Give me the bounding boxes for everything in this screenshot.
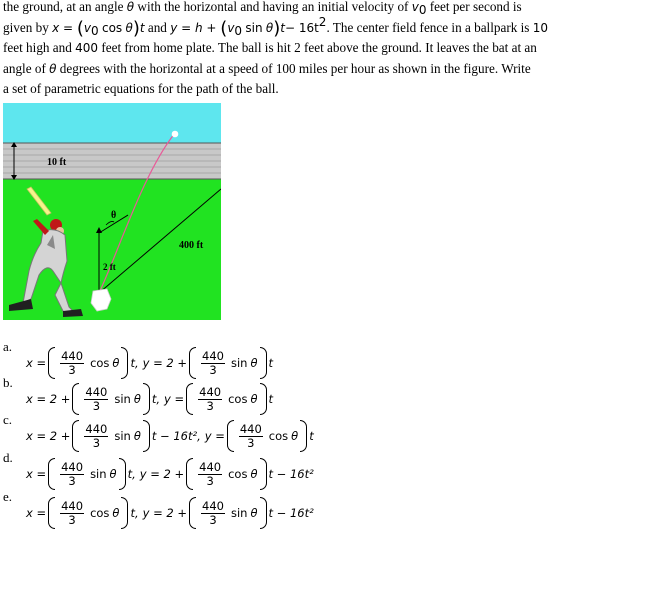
y-fraction [201, 500, 225, 527]
x-tail: t − 16t², [151, 429, 201, 443]
problem-line-2: given by $x = (v_0$ cos θ)t and $y = h + (v_0$ $\sin \theta)t- 16t^2$. The center field fence in a ballpark is 10 [3, 14, 548, 39]
x-numerator: 440 [85, 384, 108, 399]
t-var: t [280, 20, 285, 35]
y-lhs: y = [204, 429, 225, 443]
cos-fn: cos [101, 20, 123, 35]
y-fraction [201, 350, 225, 377]
y-denominator: 3 [247, 435, 255, 450]
text: given by [3, 19, 49, 35]
theta-symbol: θ [250, 392, 258, 406]
y-numerator: 440 [202, 348, 224, 363]
y-numerator: 440 [202, 498, 224, 513]
t-var: t [139, 20, 145, 35]
y-denominator: 3 [206, 398, 214, 413]
y-tail: t [268, 392, 274, 406]
text: . The center field fence in a ballpark is [326, 19, 530, 35]
x-tail: t, [130, 506, 139, 520]
y-numerator: 440 [199, 384, 222, 399]
ballpark-illustration [3, 103, 221, 320]
choice-letter: c. [3, 412, 13, 427]
text: feet high and [3, 40, 72, 55]
theta-symbol: θ [291, 429, 299, 443]
x-equation: x = [52, 20, 77, 35]
value-400: 400 [75, 41, 99, 55]
y-fraction [239, 423, 263, 450]
subscript-zero: 0 [234, 23, 243, 38]
v-symbol: v [227, 20, 235, 35]
x-tail: t, [151, 392, 161, 406]
x-paren-group [48, 495, 128, 531]
theta-symbol: θ [112, 506, 120, 520]
theta-symbol: θ [250, 356, 258, 370]
y-trig-fn: cos [228, 392, 248, 406]
y-tail: t − 16t² [268, 467, 314, 481]
problem-statement [3, 0, 651, 99]
distance-label: 400 ft [179, 240, 204, 251]
theta-symbol: θ [126, 0, 135, 14]
x-fraction [60, 500, 84, 527]
x-tail: t, [130, 356, 139, 370]
theta-symbol: θ [49, 61, 57, 76]
y-trig-fn: cos [268, 429, 289, 443]
theta-symbol: θ [112, 356, 120, 370]
y-lhs: y = 2 + [139, 467, 185, 481]
x-lhs: x = 2 + [26, 392, 71, 406]
y-tail: t [309, 429, 314, 443]
y-paren-group [186, 381, 266, 417]
x-lhs: x = [26, 506, 47, 520]
theta-symbol: θ [133, 392, 141, 406]
text: and [147, 19, 167, 35]
y-lhs: y = 2 + [142, 356, 188, 370]
theta-symbol: θ [250, 467, 258, 481]
value-10: 10 [532, 20, 548, 35]
text: the ground, at an angle [3, 0, 124, 14]
x-tail: t, [127, 467, 136, 481]
x-lhs: x = [26, 356, 47, 370]
y-equation: y = h + [170, 20, 221, 35]
choice-letter: e. [3, 489, 13, 504]
superscript-two: 2 [318, 14, 327, 29]
x-paren-group [72, 381, 149, 417]
choice-letter: b. [3, 375, 13, 390]
text: feet per second is [429, 0, 522, 14]
x-paren-group [48, 456, 125, 492]
y-paren-group [227, 418, 307, 454]
choice-letter: d. [3, 450, 13, 465]
theta-symbol: θ [133, 429, 141, 443]
minus-16t: − 16t [284, 20, 319, 35]
x-numerator: 440 [61, 348, 84, 363]
x-trig-fn: sin [90, 467, 107, 481]
text: with the horizontal and having an initial velocity of [137, 0, 409, 14]
problem-line-3 [3, 38, 651, 59]
x-trig-fn: sin [114, 392, 131, 406]
problem-line-5: a set of parametric equations for the path of the ball. [3, 81, 279, 96]
y-trig-fn: sin [230, 506, 248, 520]
x-trig-fn: sin [114, 429, 131, 443]
subscript-zero: 0 [418, 3, 427, 17]
theta-symbol: θ [109, 467, 117, 481]
y-paren-group [189, 495, 266, 531]
x-fraction [84, 386, 108, 413]
theta-symbol: θ [265, 20, 274, 35]
y-paren-group [186, 456, 266, 492]
ballpark-figure [3, 103, 221, 320]
x-denominator: 3 [92, 435, 101, 450]
theta-symbol: θ [125, 20, 133, 35]
y-trig-fn: cos [228, 467, 248, 481]
x-denominator: 3 [68, 473, 76, 488]
text: angle of [3, 60, 46, 76]
y-numerator: 440 [199, 459, 222, 474]
x-lhs: x = 2 + [26, 429, 71, 443]
x-denominator: 3 [92, 398, 101, 413]
v-symbol: v [83, 20, 92, 35]
sky [3, 103, 221, 143]
sin-fn: sin [245, 20, 263, 35]
answer-choice-e[interactable] [3, 490, 643, 536]
v-symbol: v [411, 0, 419, 14]
choice-letter: a. [3, 339, 13, 354]
height-label: 2 ft [103, 262, 116, 272]
x-fraction [60, 461, 84, 488]
problem-line-4 [3, 59, 651, 80]
problem-line-1 [3, 0, 651, 18]
x-denominator: 3 [68, 362, 76, 377]
theta-label: θ [111, 210, 117, 221]
x-lhs: x = [26, 467, 47, 481]
x-fraction [84, 423, 108, 450]
y-lhs: y = 2 + [142, 506, 188, 520]
fence-label: 10 ft [47, 157, 67, 168]
ball [172, 131, 179, 138]
y-trig-fn: sin [230, 356, 248, 370]
x-fraction [60, 350, 84, 377]
text: degrees with the horizontal at a speed of 100 miles per hour as shown in the figure. Write [59, 60, 531, 76]
text: feet from home plate. The ball is hit 2 feet above the ground. It leaves the bat at an [101, 40, 537, 55]
y-lhs: y = [164, 392, 185, 406]
x-paren-group [72, 418, 149, 454]
y-tail: t [268, 356, 274, 370]
x-numerator: 440 [85, 421, 108, 436]
theta-symbol: θ [250, 506, 258, 520]
y-fraction [198, 461, 222, 488]
x-trig-fn: cos [90, 356, 110, 370]
y-fraction [198, 386, 222, 413]
y-denominator: 3 [209, 362, 217, 377]
x-numerator: 440 [61, 498, 84, 513]
y-tail: t − 16t² [268, 506, 314, 520]
y-numerator: 440 [239, 421, 262, 436]
choice-formula [26, 490, 314, 536]
x-numerator: 440 [61, 459, 84, 474]
x-trig-fn: cos [90, 506, 110, 520]
subscript-zero: 0 [91, 23, 99, 38]
y-denominator: 3 [209, 512, 217, 527]
x-denominator: 3 [68, 512, 76, 527]
y-denominator: 3 [206, 473, 214, 488]
